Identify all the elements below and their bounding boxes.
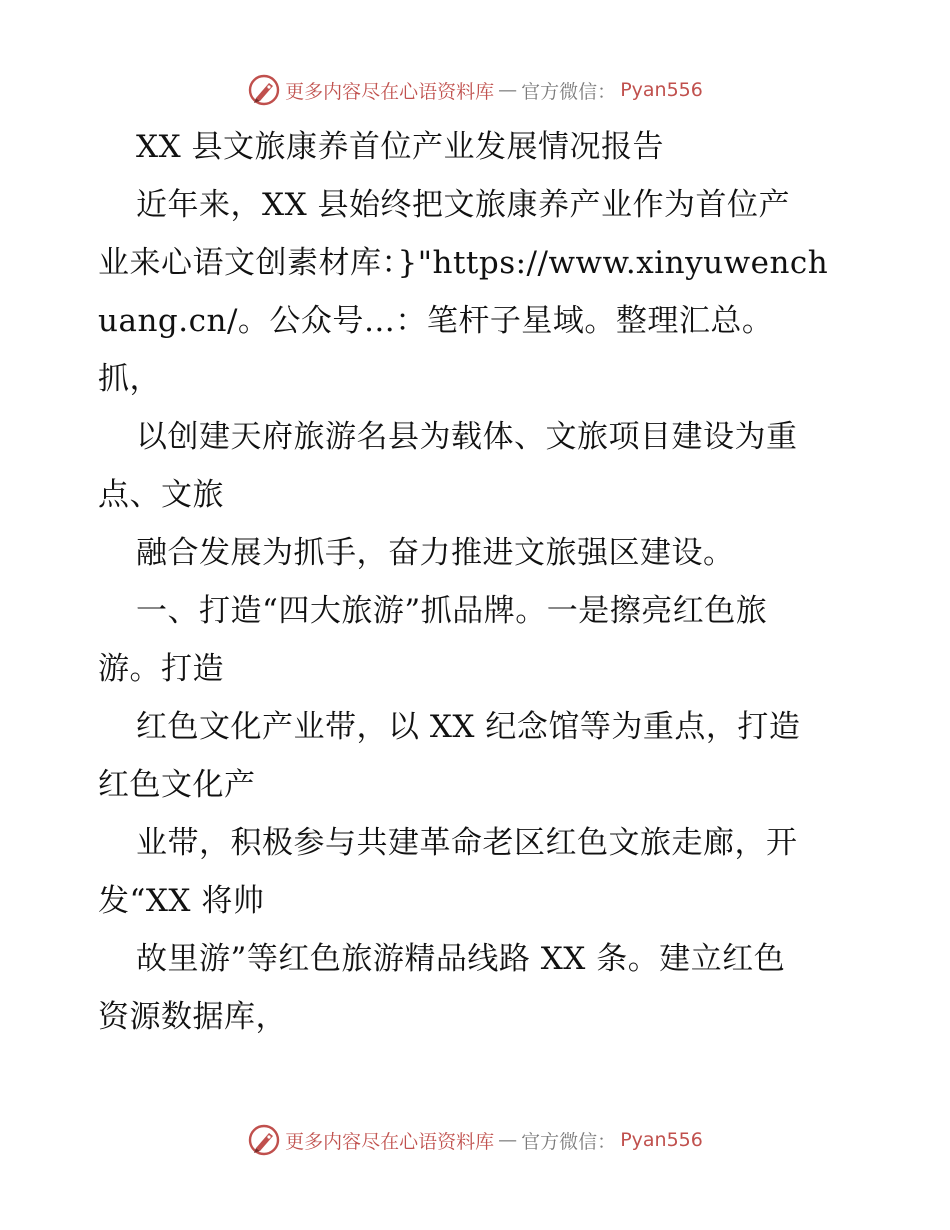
watermark-wechat-id: Pyan556 — [620, 1129, 703, 1151]
footer-watermark-banner — [0, 1120, 950, 1160]
watermark-brand-text: 更多内容尽在心语资料库 — [285, 1130, 495, 1153]
document-line: 以创建天府旅游名县为载体、文旅项目建设为重 — [136, 419, 798, 455]
document-line: 一、打造“四大旅游”抓品牌。一是擦亮红色旅 — [136, 593, 768, 629]
document-line: 游。打造 — [98, 651, 224, 687]
document-line: 红色文化产业带，以 XX 纪念馆等为重点，打造 — [136, 709, 801, 745]
watermark-row — [247, 1123, 703, 1157]
document-line: 近年来，XX 县始终把文旅康养产业作为首位产 — [136, 187, 790, 223]
watermark-dash: — — [498, 79, 518, 101]
document-line: 资源数据库， — [98, 999, 287, 1035]
document-line: uang.cn/。公众号…：笔杆子星域。整理汇总。 — [98, 303, 774, 339]
watermark-dash: — — [498, 1129, 518, 1151]
document-line: 业来心语文创素材库：}"https://www.xinyuwench — [98, 245, 829, 281]
pen-logo-icon — [247, 73, 281, 107]
watermark-wechat-id: Pyan556 — [620, 79, 703, 101]
document-line: 抓， — [98, 361, 161, 397]
document-line: 融合发展为抓手，奋力推进文旅强区建设。 — [136, 535, 735, 571]
document-line: 业带，积极参与共建革命老区红色文旅走廊，开 — [136, 825, 798, 861]
document-body — [98, 118, 858, 1046]
document-line: 点、文旅 — [98, 477, 224, 513]
watermark-brand-text: 更多内容尽在心语资料库 — [285, 80, 495, 103]
document-line: 发“XX 将帅 — [98, 883, 265, 919]
watermark-row — [247, 73, 703, 107]
watermark-label: 官方微信： — [521, 80, 617, 103]
watermark-label: 官方微信： — [521, 1130, 617, 1153]
document-line: 故里游”等红色旅游精品线路 XX 条。建立红色 — [136, 941, 786, 977]
document-line: XX 县文旅康养首位产业发展情况报告 — [136, 129, 664, 165]
document-line: 红色文化产 — [98, 767, 256, 803]
header-watermark-banner — [0, 70, 950, 110]
pen-logo-icon — [247, 1123, 281, 1157]
